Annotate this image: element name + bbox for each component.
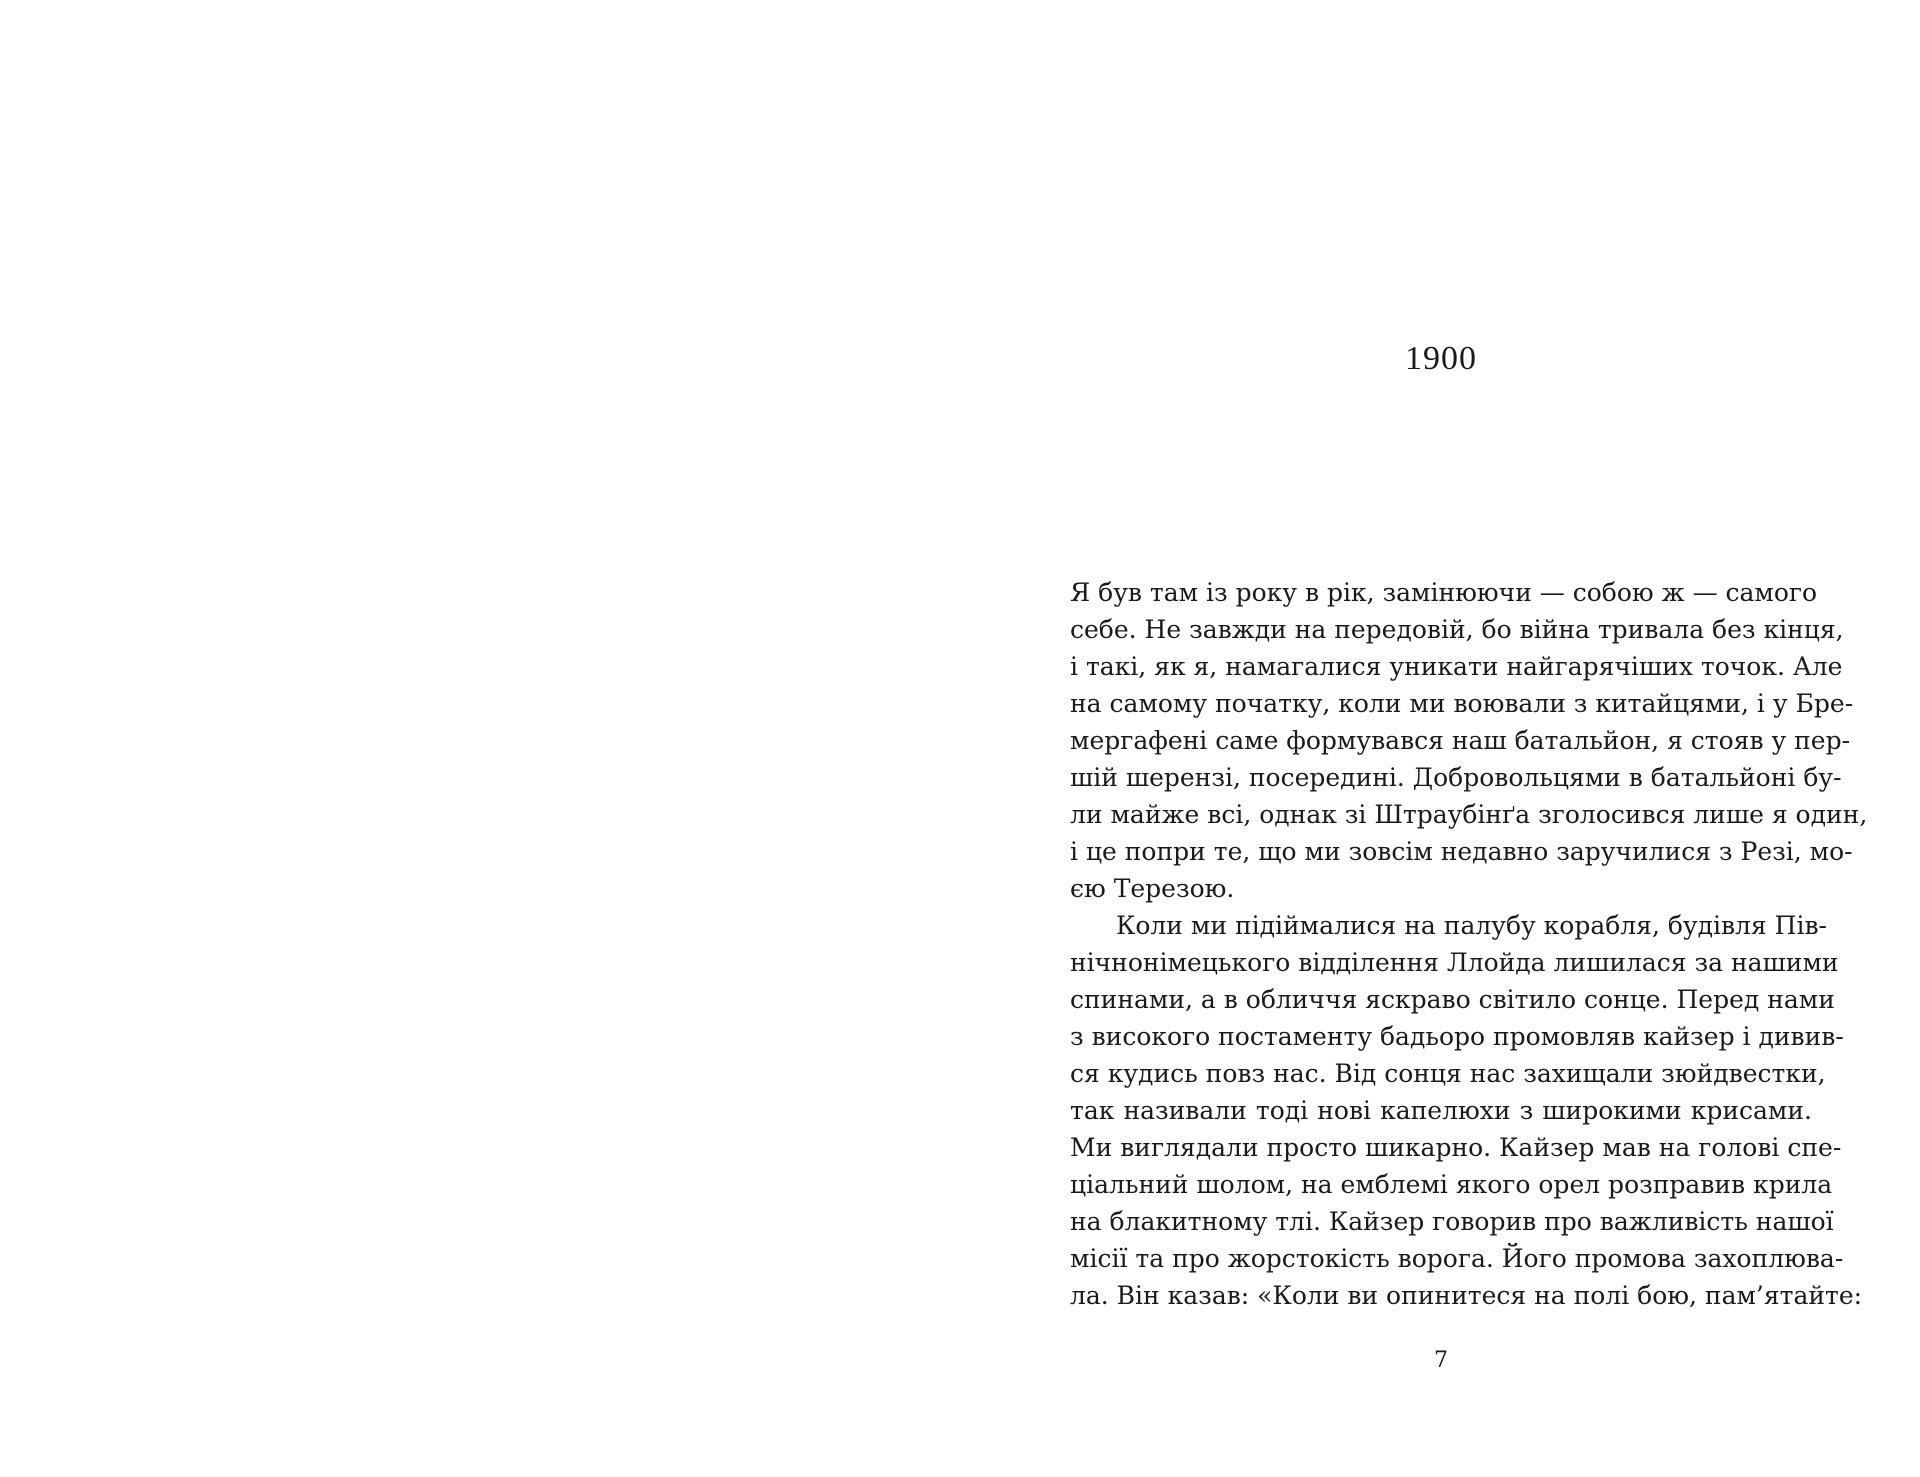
text-line: з високого постаменту бадьоро промовляв кайзер і дивив- xyxy=(1070,1022,1844,1051)
text-line: нічнонімецького відділення Ллойда лишилася за нашими xyxy=(1070,948,1839,977)
text-line: себе. Не завжди на передовій, бо війна тривала без кінця, xyxy=(1070,615,1844,644)
text-line: на самому початку, коли ми воювали з китайцями, і у Бре- xyxy=(1070,689,1854,718)
text-line: спинами, а в обличчя яскраво світило сонце. Перед нами xyxy=(1070,985,1835,1014)
text-line: єю Терезою. xyxy=(1070,874,1235,903)
page-number: 7 xyxy=(1434,1348,1448,1373)
paragraph-2 xyxy=(1070,907,1863,1314)
text-line: Коли ми підіймалися на палубу корабля, будівля Пів- xyxy=(1116,911,1827,940)
text-line: так називали тоді нові капелюхи з широкими крисами. xyxy=(1070,1096,1812,1125)
text-line: ся кудись повз нас. Від сонця нас захищали зюйдвестки, xyxy=(1070,1059,1826,1088)
paragraph-1 xyxy=(1070,574,1868,907)
text-line: ціальний шолом, на емблемі якого орел розправив крила xyxy=(1070,1170,1833,1199)
text-line: ли майже всі, однак зі Штраубінґа зголосився лише я один, xyxy=(1070,800,1868,829)
body-text xyxy=(1070,574,1868,1314)
text-line: місії та про жорстокість ворога. Його промова захоплюва- xyxy=(1070,1244,1844,1273)
text-line: ла. Він казав: «Коли ви опинитеся на полі бою, пам’ятайте: xyxy=(1070,1281,1863,1310)
text-line: на блакитному тлі. Кайзер говорив про важливість нашої xyxy=(1070,1207,1834,1236)
text-line: Я був там із року в рік, замінюючи — собою ж — самого xyxy=(1070,578,1818,607)
text-line: і це попри те, що ми зовсім недавно заручилися з Резі, мо- xyxy=(1070,837,1853,866)
text-line: мергафені саме формувався наш батальйон, я стояв у пер- xyxy=(1070,726,1851,755)
chapter-title: 1900 xyxy=(1405,340,1477,377)
text-line: і такі, як я, намагалися уникати найгарячіших точок. Але xyxy=(1070,652,1843,681)
text-line: Ми виглядали просто шикарно. Кайзер мав на голові спе- xyxy=(1070,1133,1842,1162)
text-line: шій шерензі, посередині. Добровольцями в батальйоні бу- xyxy=(1070,763,1842,792)
